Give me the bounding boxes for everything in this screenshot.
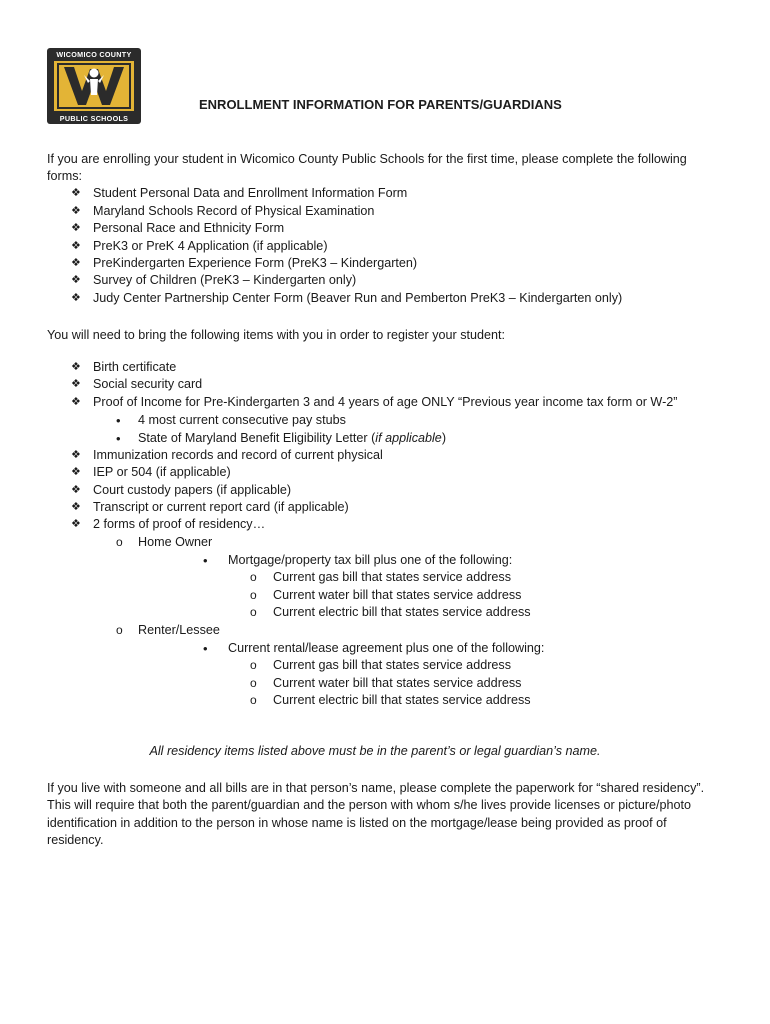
diamond-bullet-icon: ❖ [71, 449, 81, 461]
circle-bullet-icon: o [250, 570, 257, 584]
circle-bullet-icon: o [250, 605, 257, 619]
logo-bottom-text: PUBLIC SCHOOLS [59, 114, 129, 123]
diamond-bullet-icon: ❖ [71, 187, 81, 199]
diamond-bullet-icon: ❖ [71, 518, 81, 530]
circle-bullet-icon: o [250, 676, 257, 690]
diamond-bullet-icon: ❖ [71, 257, 81, 269]
logo-emblem [54, 61, 134, 111]
circle-bullet-icon: o [250, 588, 257, 602]
residency-note: All residency items listed above must be in the parent’s or legal guardian’s name. [149, 744, 601, 758]
bring-intro: You will need to bring the following items with you in order to register your student: [47, 328, 506, 342]
diamond-bullet-icon: ❖ [71, 378, 81, 390]
circle-bullet-icon: o [116, 535, 123, 549]
intro-paragraph: If you are enrolling your student in Wicomico County Public Schools for the first time, please complete the following forms: [47, 152, 687, 184]
diamond-bullet-icon: ❖ [71, 501, 81, 513]
diamond-bullet-icon: ❖ [71, 274, 81, 286]
diamond-bullet-icon: ❖ [71, 292, 81, 304]
dot-bullet-icon: • [203, 641, 208, 656]
diamond-bullet-icon: ❖ [71, 484, 81, 496]
school-logo [47, 48, 141, 124]
diamond-bullet-icon: ❖ [71, 240, 81, 252]
dot-bullet-icon: • [116, 431, 121, 446]
dot-bullet-icon: • [116, 413, 121, 428]
document-page: WICOMICO COUNTY PUBLIC SCHOOLS ENROLLMENT INFORMATION FOR PARENTS/GUARDIANS If you are enrolling your student in Wicomico County Public Schools for the first time, please complete the following forms: ❖ Student Personal Data and Enrollment Information Form ❖ Maryland Schools Record of Physical Examination ❖ Personal Race and Ethnicity Form ❖ PreK3 or PreK 4 Application (if applicable) ❖ PreKindergarten Experience Form (PreK3 – Kindergarten) ❖ Survey of Children (PreK3 – Kindergarten only) ❖ Judy Center Partnership Center Form (Beaver Run and Pemberton PreK3 – Kindergarten only) You will need to bring the following items with you in order to register your student: ❖ Birth certificate ❖ Social security card ❖ Proof of Income for Pre-Kindergarten 3 and 4 years of age ONLY “Previous year income tax form or W-2” • 4 most current consecutive pay stubs • State of Maryland Benefit Eligibility Letter (if applicable) ❖ Immunization records and record of current physical ❖ IEP or 504 (if applicable) ❖ Court custody papers (if applicable) ❖ Transcript or current report card (if applicable) ❖ 2 forms of proof of residency… o Home Owner • Mortgage/property tax bill plus one of the following: o Current gas bill that states service address o Current water bill that states service address o Current electric bill that states service address o Renter/Lessee • Current rental/lease agreement plus one of the following: o Current gas bill that states service address o Current water bill that states service address o Current electric bill that states service address All residency items listed above must be in the parent’s or legal guardian’s name. If you live with someone and all bills are in that person’s name, please complete the paperwork for “shared residency”. This will require that both the parent/guardian and the person with whom s/he lives provide licenses or picture/photo identification in addition to the person in whose name is listed on the mortgage/lease being provided as proof of residency. [0, 0, 770, 1024]
circle-bullet-icon: o [250, 658, 257, 672]
shared-residency-paragraph: If you live with someone and all bills are in that person’s name, please complete the paperwork for “shared residency”. This will require that both the parent/guardian and the person with whom s/he lives provide licenses or picture/photo identification in addition to the person in whose name is listed on the mortgage/lease being provided as proof of residency. [47, 781, 705, 848]
diamond-bullet-icon: ❖ [71, 222, 81, 234]
dot-bullet-icon: • [203, 553, 208, 568]
circle-bullet-icon: o [116, 623, 123, 637]
diamond-bullet-icon: ❖ [71, 466, 81, 478]
diamond-bullet-icon: ❖ [71, 361, 81, 373]
diamond-bullet-icon: ❖ [71, 205, 81, 217]
diamond-bullet-icon: ❖ [71, 396, 81, 408]
page-title: ENROLLMENT INFORMATION FOR PARENTS/GUARDIANS [199, 97, 562, 112]
logo-top-text: WICOMICO COUNTY [56, 50, 132, 59]
circle-bullet-icon: o [250, 693, 257, 707]
